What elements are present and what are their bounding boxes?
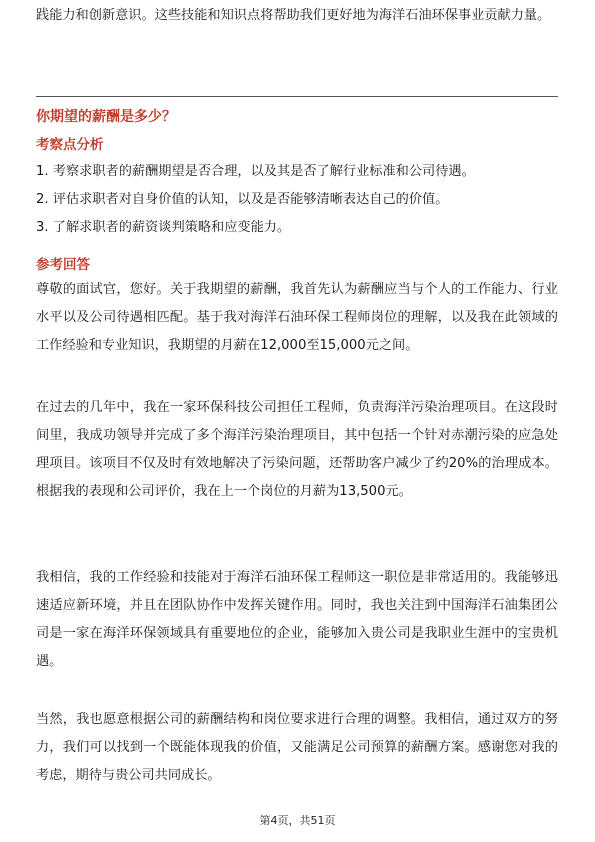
answer-text: 当然，我也愿意根据公司的薪酬结构和岗位要求进行合理的调整。我相信，通过双方的努力，我们可以找到一个既能体现我的价值，又能满足公司预算的薪酬方案。感谢您对我的考虑，期待与贵公司共同成长。 (36, 712, 558, 783)
analysis-item: 2. 评估求职者对自身价值的认知，以及是否能够清晰表达自己的价值。 (36, 192, 449, 207)
analysis-item: 1. 考察求职者的薪酬期望是否合理，以及其是否了解行业标准和公司待遇。 (36, 164, 475, 179)
question-title: 你期望的薪酬是多少？ (36, 109, 176, 125)
page-number: 第4页，共51页 (259, 814, 336, 827)
answer-title-block (36, 254, 558, 276)
analysis-title: 考察点分析 (36, 137, 104, 153)
answer-paragraph-1 (36, 276, 558, 360)
intro-paragraph (36, 2, 558, 30)
analysis-item: 3. 了解求职者的薪资谈判策略和应变能力。 (36, 220, 291, 235)
intro-text: 践能力和创新意识。这些技能和知识点将帮助我们更好地为海洋石油环保事业贡献力量。 (36, 8, 551, 23)
answer-text: 在过去的几年中，我在一家环保科技公司担任工程师，负责海洋污染治理项目。在这段时间里，我成功领导并完成了多个海洋污染治理项目，其中包括一个针对赤潮污染的应急处理项目。该项目不仅及时有效地解决了污染问题，还帮助客户减少了约20%的治理成本。根据我的表现和公司评价，我在上一个岗位的月薪为13,500元。 (36, 400, 558, 499)
answer-text: 尊敬的面试官，您好。关于我期望的薪酬，我首先认为薪酬应当与个人的工作能力、行业水平以及公司待遇相匹配。基于我对海洋石油环保工程师岗位的理解，以及我在此领域的工作经验和专业知识，我期望的月薪在12,000至15,000元之间。 (36, 282, 558, 353)
answer-paragraph-2 (36, 394, 558, 506)
analysis-list (36, 158, 558, 242)
answer-paragraph-3 (36, 564, 558, 676)
answer-text: 我相信，我的工作经验和技能对于海洋石油环保工程师这一职位是非常适用的。我能够迅速适应新环境，并且在团队协作中发挥关键作用。同时，我也关注到中国海洋石油集团公司是一家在海洋环保领域具有重要地位的企业，能够加入贵公司是我职业生涯中的宝贵机遇。 (36, 570, 558, 669)
answer-paragraph-4 (36, 706, 558, 790)
answer-title: 参考回答 (36, 257, 90, 273)
analysis-block (36, 134, 558, 156)
section-divider (36, 96, 558, 97)
question-block (36, 106, 558, 128)
